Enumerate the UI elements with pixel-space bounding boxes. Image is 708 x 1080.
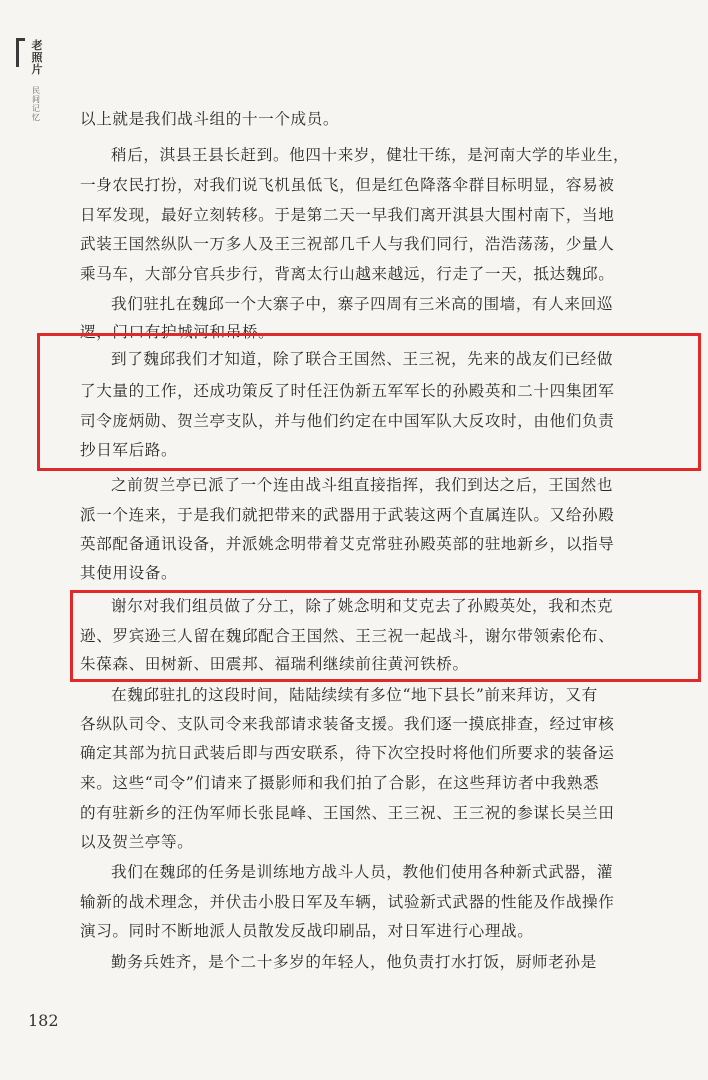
text-line: 谢尔对我们组员做了分工，除了姚念明和艾克去了孙殿英处，我和杰克 [111,597,614,615]
sidebar-title [30,40,44,76]
sidebar-subtitle-char: 间 [32,95,40,104]
text-line: 的有驻新乡的汪伪军师长张昆峰、王国然、王三祝、王三祝的参谋长吴兰田 [80,804,615,822]
sidebar-title-char: 老 [31,39,43,52]
text-line: 勤务兵姓齐，是个二十多岁的年轻人，他负责打水打饭，厨师老孙是 [111,953,597,971]
sidebar-subtitle-char: 忆 [32,113,40,122]
text-line: 之前贺兰亭已派了一个连由战斗组直接指挥，我们到达之后，王国然也 [111,476,614,494]
sidebar-title-char: 片 [31,63,43,76]
text-line: 逊、罗宾逊三人留在魏邱配合王国然、王三祝一起战斗，谢尔带领索伦布、 [80,627,615,645]
sidebar-subtitle [30,86,42,122]
section-bracket-mark [16,38,25,67]
text-line: 输新的战术理念，并伏击小股日军及车辆，试验新式武器的性能及作战操作 [80,893,615,911]
text-line: 以上就是我们战斗组的十一个成员。 [80,110,340,128]
text-line: 日军发现，最好立刻转移。于是第二天一早我们离开淇县大围村南下，当地 [80,206,615,224]
sidebar-title-char: 照 [31,51,43,64]
text-line: 演习。同时不断地派人员散发反战印刷品，对日军进行心理战。 [80,922,534,940]
text-line: 派一个连来，于是我们就把带来的武器用于武装这两个直属连队。又给孙殿 [80,506,615,524]
text-line: 朱葆森、田树新、田震邦、福瑞利继续前往黄河铁桥。 [80,655,469,673]
text-line: 稍后，淇县王县长赶到。他四十来岁，健壮干练，是河南大学的毕业生， [111,146,630,164]
text-line: 英部配备通讯设备，并派姚念明带着艾克常驻孙殿英部的驻地新乡，以指导 [80,535,615,553]
text-line: 抄日军后路。 [80,441,178,459]
text-line: 一身农民打扮，对我们说飞机虽低飞，但是红色降落伞群目标明显，容易被 [80,176,615,194]
text-line: 到了魏邱我们才知道，除了联合王国然、王三祝，先来的战友们已经做 [111,350,614,368]
text-line: 来。这些“司令”们请来了摄影师和我们拍了合影，在这些拜访者中我熟悉 [80,774,600,792]
text-line: 确定其部为抗日武装后即与西安联系，待下次空投时将他们所要求的装备运 [80,744,615,762]
page-number: 182 [28,1011,59,1030]
sidebar-subtitle-char: 记 [32,104,40,113]
text-line: 各纵队司令、支队司令来我部请求装备支援。我们逐一摸底排查，经过审核 [80,715,615,733]
text-line: 我们在魏邱的任务是训练地方战斗人员，教他们使用各种新式武器，灌 [111,863,614,881]
text-line: 我们驻扎在魏邱一个大寨子中，寨子四周有三米高的围墙，有人来回巡 [111,295,614,313]
text-line: 乘马车，大部分官兵步行，背离太行山越来越远，行走了一天，抵达魏邱。 [80,265,615,283]
sidebar-subtitle-char: 民 [32,86,40,95]
text-line: 司令庞炳勋、贺兰亭支队，并与他们约定在中国军队大反攻时，由他们负责 [80,412,615,430]
text-line: 逻，门口有护城河和吊桥。 [80,323,275,341]
text-line: 在魏邱驻扎的这段时间，陆陆续续有多位“地下县长”前来拜访，又有 [111,686,598,704]
text-line: 了大量的工作，还成功策反了时任汪伪新五军军长的孙殿英和二十四集团军 [80,382,615,400]
text-line: 武装王国然纵队一万多人及王三祝部几千人与我们同行，浩浩荡荡，少量人 [80,235,615,253]
text-line: 以及贺兰亭等。 [80,833,194,851]
text-line: 其使用设备。 [80,564,178,582]
